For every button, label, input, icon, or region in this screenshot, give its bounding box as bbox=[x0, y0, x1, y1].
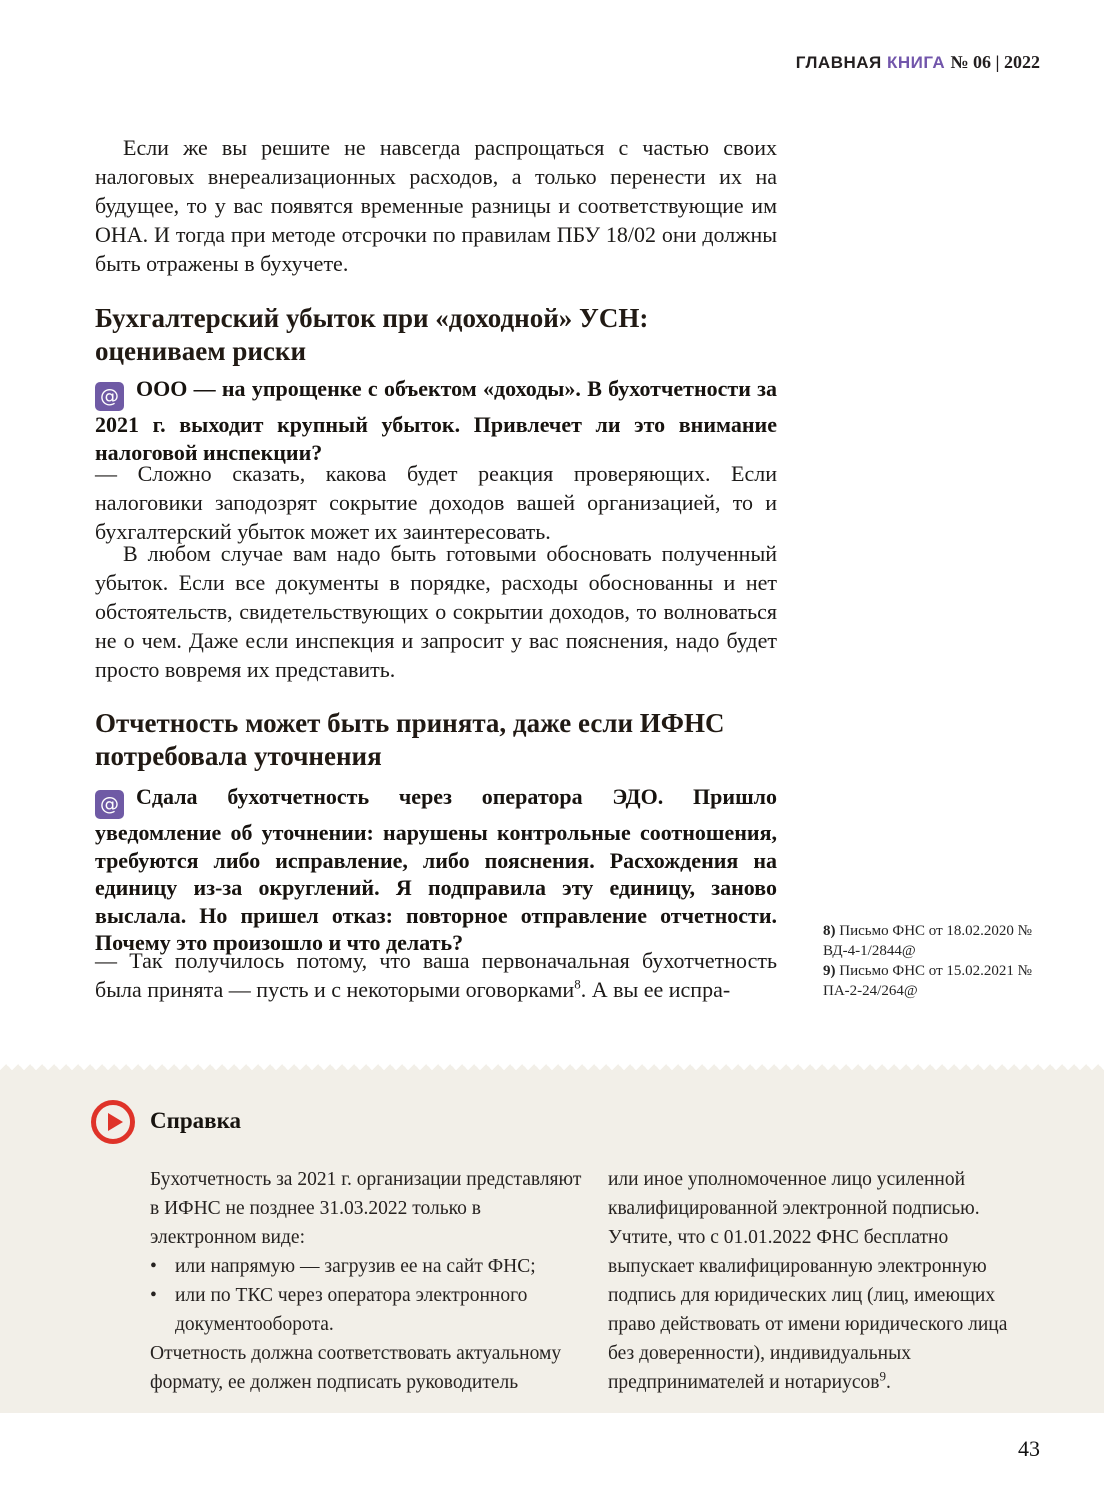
list-item bbox=[150, 1252, 592, 1281]
reference-title: Справка bbox=[150, 1108, 241, 1133]
reference-left-intro: Бухотчетность за 2021 г. организации представляют в ИФНС не позднее 31.03.2022 только в электронном виде: bbox=[150, 1169, 582, 1248]
section-heading-1: Бухгалтерский убыток при «доходной» УСН: оцениваем риски bbox=[95, 303, 649, 366]
footnote-9-text: Письмо ФНС от 15.02.2021 № ПА-2-24/264@ bbox=[823, 963, 1032, 999]
play-circle-icon bbox=[91, 1100, 135, 1144]
play-triangle-icon bbox=[108, 1113, 123, 1131]
question-1-text: ООО — на упрощенке с объектом «доходы». В бухотчетности за 2021 г. выходит крупный убыток. Привлечет ли это внимание налоговой инспекции? bbox=[95, 376, 777, 465]
bullet-icon: • bbox=[150, 1256, 157, 1277]
question-2-text: Сдала бухотчетность через оператора ЭДО. Пришло уведомление об уточнении: нарушены контрольные соотношения, требуются либо исправление, либо пояснения. Расхождения на единицу из-за округлений. Я подправила эту единицу, заново выслала. Но пришел отказ: повторное отправление отчетности. Почему это произошло и что делать? bbox=[95, 784, 777, 955]
footnote-ref-8: 8 bbox=[574, 976, 581, 992]
footnote-9 bbox=[823, 961, 1051, 1001]
bullet-icon: • bbox=[150, 1285, 157, 1306]
footnote-8-number: 8) bbox=[823, 923, 836, 939]
reference-column-left bbox=[150, 1165, 592, 1397]
page-number: 43 bbox=[1018, 1436, 1040, 1461]
sawtooth-edge bbox=[0, 1064, 1104, 1072]
reader-question-1 bbox=[95, 375, 777, 466]
bullet-1-text: или напрямую — загрузив ее на сайт ФНС; bbox=[175, 1256, 536, 1277]
footnote-ref-9: 9 bbox=[879, 1368, 886, 1384]
at-question-icon: @ bbox=[95, 790, 124, 819]
answer-2-text-tail: . А вы ее испра- bbox=[580, 977, 731, 1002]
list-item bbox=[150, 1281, 592, 1339]
reference-right-text-tail: . bbox=[885, 1372, 891, 1393]
bullet-2-text: или по ТКС через оператора электронного документооборота. bbox=[175, 1285, 528, 1335]
brand-name-purple: КНИГА bbox=[886, 53, 946, 72]
reference-panel bbox=[0, 1072, 1104, 1413]
reference-left-outro: Отчетность должна соответствовать актуальному формату, ее должен подписать руководитель bbox=[150, 1343, 562, 1393]
answer-1-paragraph-1: — Сложно сказать, какова будет реакция проверяющих. Если налоговики заподозрят сокрытие доходов вашей организацией, то и бухгалтерский убыток может их заинтересовать. bbox=[95, 461, 777, 544]
answer-2-paragraph bbox=[95, 946, 777, 1004]
reference-column-right bbox=[608, 1165, 1020, 1397]
reference-right-text: или иное уполномоченное лицо усиленной квалифицированной электронной подписью. Учтите, что с 01.01.2022 ФНС бесплатно выпускает квалифицированную электронную подпись для юридических лиц (лиц, имеющих право действовать от имени юридического лица без доверенности), индивидуальных предпринимателей и нотариусов bbox=[608, 1169, 1008, 1393]
section-heading-2: Отчетность может быть принята, даже если ИФНС потребовала уточнения bbox=[95, 708, 725, 771]
footnote-8 bbox=[823, 921, 1051, 961]
footnote-8-text: Письмо ФНС от 18.02.2020 № ВД-4-1/2844@ bbox=[823, 923, 1032, 959]
footnote-9-number: 9) bbox=[823, 963, 836, 979]
answer-1-paragraph-2: В любом случае вам надо быть готовыми обосновать полученный убыток. Если все документы в порядке, расходы обоснованны и нет обстоятельств, свидетельствующих о сокрытии доходов, то волноваться не о чем. Даже если инспекция и запросит у вас пояснения, надо будет просто вовремя их представить. bbox=[95, 541, 777, 682]
at-question-icon: @ bbox=[95, 382, 124, 411]
brand-name-black: ГЛАВНАЯ bbox=[795, 53, 882, 72]
intro-paragraph: Если же вы решите не навсегда распрощаться с частью своих налоговых внереализационных расходов, а только перенести их на будущее, то у вас появятся временные разницы и соответствующие им ОНА. И тогда при методе отсрочки по правилам ПБУ 18/02 они должны быть отражены в бухучете. bbox=[95, 135, 777, 276]
magazine-header bbox=[796, 52, 1040, 73]
issue-number: № 06 | 2022 bbox=[950, 52, 1040, 72]
reader-question-2 bbox=[95, 783, 777, 957]
answer-2-text: — Так получилось потому, что ваша первоначальная бухотчетность была принята — пусть и с некоторыми оговорками bbox=[95, 948, 777, 1002]
